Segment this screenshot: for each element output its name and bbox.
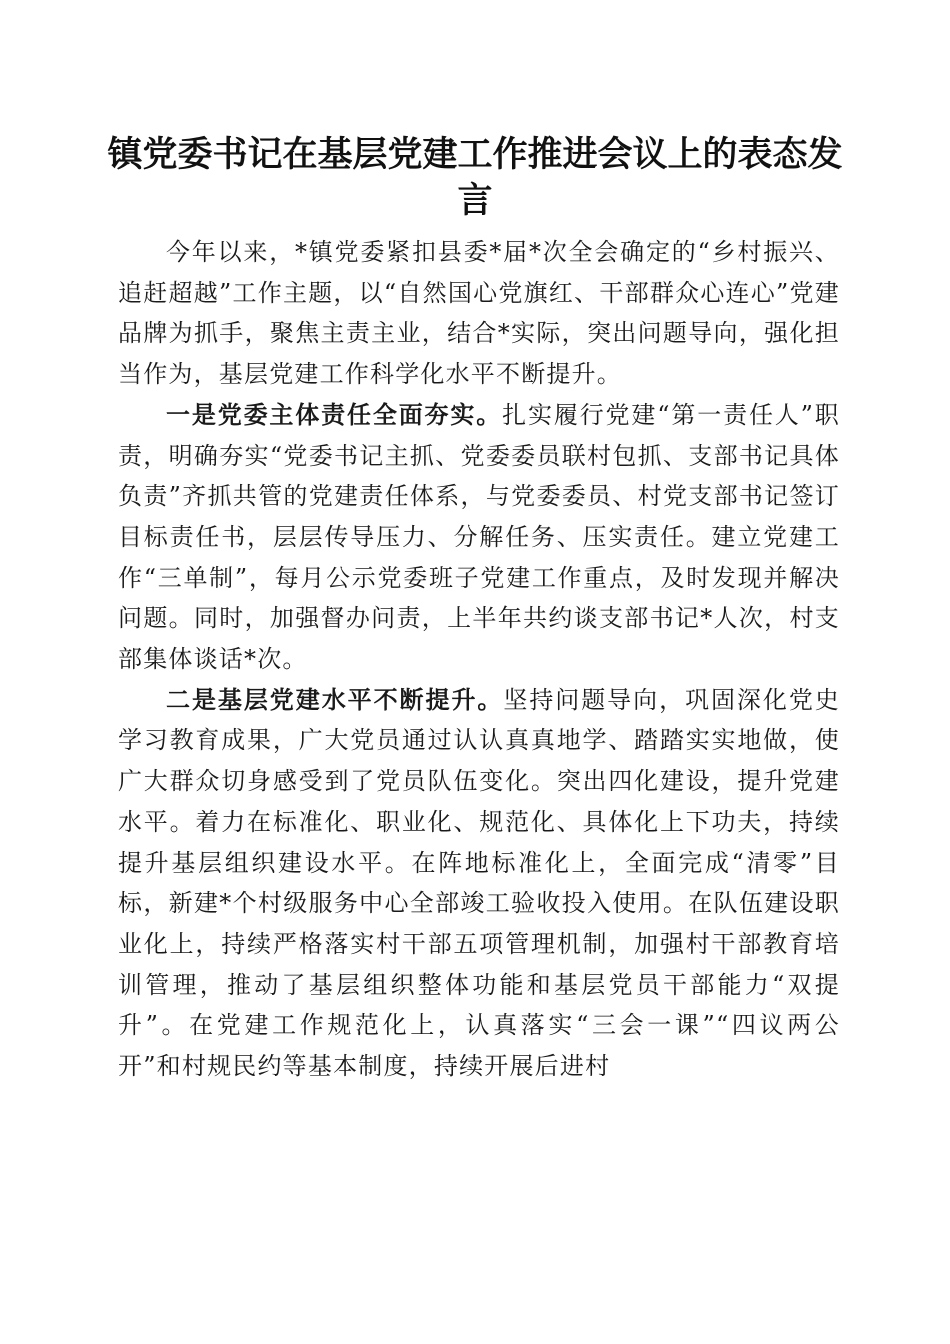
document-body <box>118 232 840 1087</box>
paragraph-section-1 <box>118 395 840 680</box>
paragraph-text: 今年以来，*镇党委紧扣县委*届*次全会确定的“乡村振兴、追赶超越”工作主题，以“自然国心党旗红、干部群众心连心”党建品牌为抓手，聚焦主责主业，结合*实际，突出问题导向，强化担当作为，基层党建工作科学化水平不断提升。 <box>118 238 840 389</box>
paragraph-section-2 <box>118 680 840 1087</box>
paragraph-intro <box>118 232 840 395</box>
paragraph-text: 坚持问题导向，巩固深化党史学习教育成果，广大党员通过认认真真地学、踏踏实实地做，使广大群众切身感受到了党员队伍变化。突出四化建设，提升党建水平。着力在标准化、职业化、规范化、具体化上下功夫，持续提升基层组织建设水平。在阵地标准化上，全面完成“清零”目标，新建*个村级服务中心全部竣工验收投入使用。在队伍建设职业化上，持续严格落实村干部五项管理机制，加强村干部教育培训管理，推动了基层组织整体功能和基层党员干部能力“双提升”。在党建工作规范化上，认真落实“三会一课”“四议两公开”和村规民约等基本制度，持续开展后进村 <box>118 685 840 1081</box>
paragraph-lead: 一是党委主体责任全面夯实。 <box>166 399 503 429</box>
paragraph-text: 扎实履行党建“第一责任人”职责，明确夯实“党委书记主抓、党委委员联村包抓、支部书记具体负责”齐抓共管的党建责任体系，与党委委员、村党支部书记签订目标责任书，层层传导压力、分解任务、压实责任。建立党建工作“三单制”，每月公示党委班子党建工作重点，及时发现并解决问题。同时，加强督办问责，上半年共约谈支部书记*人次，村支部集体谈话*次。 <box>118 400 840 674</box>
paragraph-lead: 二是基层党建水平不断提升。 <box>166 684 504 714</box>
document-title: 镇党委书记在基层党建工作推进会议上的表态发言 <box>107 134 843 221</box>
